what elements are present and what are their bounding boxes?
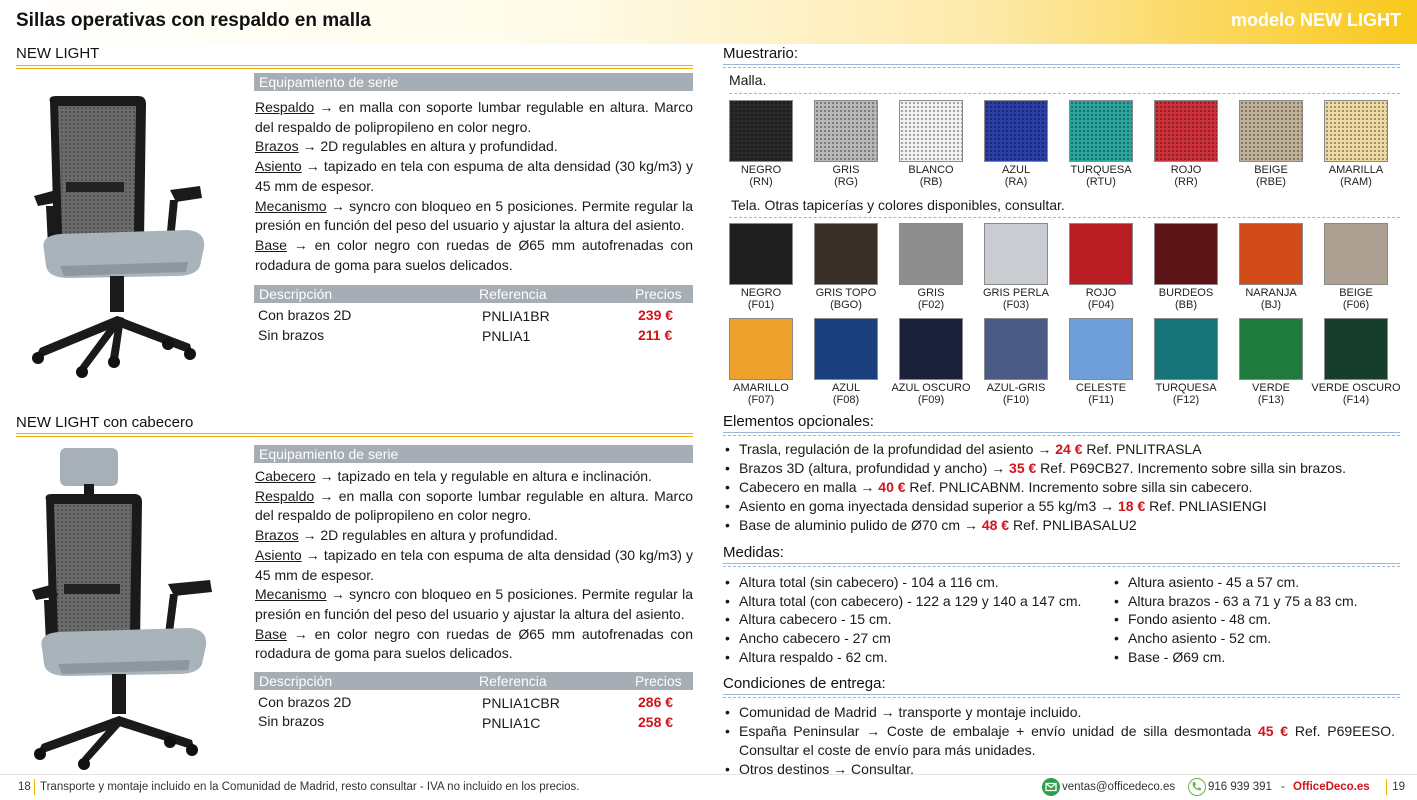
list-item: • Altura total (con cabecero) - 122 a 129 y 140 a 147 cm. — [723, 592, 1113, 611]
divider — [729, 92, 1400, 94]
page-footer — [0, 774, 1417, 800]
medidas-left — [723, 573, 1113, 667]
opcionales-title: Elementos opcionales: — [723, 413, 874, 430]
equip-title-bar: Equipamiento de serie — [254, 445, 693, 463]
swatch-verde — [1239, 318, 1303, 380]
list-item: • Altura total (sin cabecero) - 104 a 116 cm. — [723, 573, 1113, 592]
swatch-name: BEIGE — [1339, 287, 1373, 299]
row-desc: Con brazos 2D — [258, 694, 352, 710]
swatch-code: (BJ) — [1260, 299, 1282, 311]
col-header-price: Precios — [635, 673, 682, 689]
swatch-code: (F10) — [1002, 394, 1030, 406]
swatch-code: (RBE) — [1256, 176, 1286, 188]
swatch-caption — [1226, 382, 1316, 406]
list-item: • Altura brazos - 63 a 71 y 75 a 83 cm. — [1112, 592, 1402, 611]
row-price: 211 € — [638, 327, 673, 343]
feature-term: Respaldo — [255, 487, 315, 504]
feature-text: → en malla con soporte lumbar regulable en altura. Marco del respaldo de polipropileno en color negro. — [255, 487, 693, 524]
swatch-beige — [1324, 223, 1388, 285]
swatch-name: GRIS — [917, 287, 945, 299]
swatch-name: BURDEOS — [1158, 287, 1214, 299]
swatch-caption — [716, 164, 806, 188]
swatch-name: GRIS PERLA — [982, 287, 1050, 299]
swatch-caption — [801, 382, 891, 406]
row-ref: PNLIA1C — [482, 715, 541, 731]
swatch-celeste — [1069, 318, 1133, 380]
product2-features — [255, 467, 693, 664]
product1-title: NEW LIGHT — [16, 45, 100, 62]
footer-phone[interactable]: 916 939 391 — [1208, 781, 1272, 793]
swatch-code: (RG) — [834, 176, 858, 188]
swatch-caption — [1226, 164, 1316, 188]
feature-term: Brazos — [255, 138, 299, 155]
swatch-name: TURQUESA — [1070, 164, 1132, 176]
feature-text: → tapizado en tela y regulable en altura e inclinación. — [315, 468, 652, 484]
list-item: • Base - Ø69 cm. — [1112, 648, 1402, 667]
swatch-naranja — [1239, 223, 1303, 285]
row-price: 286 € — [638, 694, 674, 710]
swatch-gris-topo — [814, 223, 878, 285]
price-table-header — [254, 672, 693, 690]
footer-separator — [1386, 779, 1387, 795]
opcionales-list — [723, 440, 1403, 535]
swatch-name: NEGRO — [740, 287, 782, 299]
model-title: modelo NEW LIGHT — [1231, 10, 1401, 30]
swatch-name: CELESTE — [1075, 382, 1127, 394]
swatch-amarilla — [1324, 100, 1388, 162]
tela-label: Tela. Otras tapicerías y colores disponibles, consultar. — [731, 197, 1065, 213]
swatch-name: AZUL-GRIS — [986, 382, 1046, 394]
swatch-code: (F12) — [1172, 394, 1200, 406]
entrega-title: Condiciones de entrega: — [723, 675, 886, 692]
swatch-caption — [716, 287, 806, 311]
swatch-name: AMARILLO — [733, 382, 789, 394]
swatch-caption — [886, 382, 976, 406]
swatch-code: (RR) — [1174, 176, 1198, 188]
item-ref: Ref. P69CB27. Incremento sobre silla sin brazos. — [1036, 460, 1346, 476]
swatch-caption — [1226, 287, 1316, 311]
product1-features — [255, 98, 693, 275]
row-ref: PNLIA1CBR — [482, 695, 560, 711]
feature-text: → tapizado en tela con espuma de alta densidad (30 kg/m3) y 45 mm de espesor. — [255, 158, 693, 194]
swatch-caption — [886, 287, 976, 311]
item-price: 35 € — [1009, 460, 1037, 476]
muestrario-title: Muestrario: — [723, 45, 799, 62]
medidas-title: Medidas: — [723, 544, 784, 561]
divider — [723, 432, 1400, 436]
swatch-burdeos — [1154, 223, 1218, 285]
list-item: • Ancho cabecero - 27 cm — [723, 629, 1113, 648]
swatch-caption — [1141, 382, 1231, 406]
row-price: 258 € — [638, 714, 674, 730]
swatch-beige — [1239, 100, 1303, 162]
row-desc: Con brazos 2D — [258, 307, 352, 323]
swatch-name: AZUL — [831, 382, 861, 394]
swatch-code: (F08) — [832, 394, 860, 406]
list-item — [723, 459, 1403, 478]
swatch-code: (F01) — [747, 299, 775, 311]
swatch-name: VERDE — [1252, 382, 1290, 394]
divider — [723, 64, 1400, 68]
list-item: • Ancho asiento - 52 cm. — [1112, 629, 1402, 648]
swatch-azul — [814, 318, 878, 380]
swatch-name: BEIGE — [1254, 164, 1288, 176]
swatch-name: NARANJA — [1245, 287, 1297, 299]
swatch-caption — [971, 164, 1061, 188]
col-header-ref: Referencia — [479, 286, 547, 302]
swatch-name: ROJO — [1085, 287, 1117, 299]
swatch-caption — [1056, 287, 1146, 311]
swatch-code: (RA) — [1004, 176, 1028, 188]
list-item: • Comunidad de Madrid → transporte y montaje incluido. — [723, 703, 1395, 722]
medidas-right — [1112, 573, 1402, 667]
swatch-code: (F11) — [1088, 394, 1114, 406]
item-price: 45 € — [1257, 723, 1289, 739]
col-header-ref: Referencia — [479, 673, 547, 689]
feature-term: Mecanismo — [255, 197, 327, 214]
chair-image-new-light-cabecero — [20, 444, 220, 770]
swatch-negro — [729, 223, 793, 285]
item-text: España Peninsular → Coste de embalaje + envío unidad de silla desmontada — [739, 723, 1258, 739]
swatch-negro — [729, 100, 793, 162]
swatch-amarillo — [729, 318, 793, 380]
footer-note: Transporte y montaje incluido en la Comunidad de Madrid, resto consultar - IVA no incluido en los precios. — [40, 781, 580, 793]
feature-text: → tapizado en tela con espuma de alta densidad (30 kg/m3) y 45 mm de espesor. — [255, 546, 693, 583]
page-number-left: 18 — [18, 781, 31, 793]
col-header-desc: Descripción — [259, 673, 333, 689]
product2-title: NEW LIGHT con cabecero — [16, 414, 194, 431]
list-item — [723, 497, 1403, 516]
item-ref: Ref. P69EESO. Consultar el coste de envío para más unidades. — [739, 723, 1395, 758]
list-item: • Altura asiento - 45 a 57 cm. — [1112, 573, 1402, 592]
item-ref: Ref. PNLIBASALU2 — [1009, 517, 1137, 533]
swatch-code: (BB) — [1175, 299, 1197, 311]
chair-image-new-light — [20, 90, 220, 382]
swatch-code: (BGO) — [830, 299, 862, 311]
swatch-code: (RN) — [749, 176, 773, 188]
feature-text: → en color negro con ruedas de Ø65 mm autofrenadas con rodadura de goma para suelos delicados. — [255, 236, 693, 273]
swatch-caption — [1141, 287, 1231, 311]
item-ref: Ref. PNLIASIENGI — [1145, 498, 1267, 514]
page-title: Sillas operativas con respaldo en malla — [16, 10, 371, 31]
entrega-list — [723, 703, 1395, 779]
page-header — [0, 0, 1417, 44]
row-desc: Sin brazos — [258, 713, 325, 729]
malla-label: Malla. — [729, 72, 767, 88]
list-item — [723, 722, 1395, 760]
page-number-right: 19 — [1392, 781, 1405, 793]
footer-email[interactable]: ventas@officedeco.es — [1062, 781, 1176, 793]
item-text: Base de aluminio pulido de Ø70 cm → — [739, 517, 982, 533]
swatch-gris — [814, 100, 878, 162]
feature-text: → syncro con bloqueo en 5 posiciones. Permite regular la presión en función del peso del usuario y ajustar la altura del asiento. — [255, 197, 693, 234]
feature-term: Cabecero — [255, 468, 316, 484]
swatch-code: (F03) — [1002, 299, 1030, 311]
swatch-turquesa — [1069, 100, 1133, 162]
list-item — [723, 478, 1403, 497]
swatch-caption — [1141, 164, 1231, 188]
feature-term: Respaldo — [255, 99, 315, 115]
swatch-verde-oscuro — [1324, 318, 1388, 380]
col-header-desc: Descripción — [259, 286, 333, 302]
feature-term: Base — [255, 236, 287, 253]
list-item — [723, 440, 1403, 459]
row-price: 239 € — [638, 307, 674, 323]
swatch-rojo — [1154, 100, 1218, 162]
col-header-price: Precios — [635, 286, 682, 302]
swatch-caption — [1311, 164, 1401, 188]
divider — [16, 433, 693, 437]
feature-term: Asiento — [255, 158, 302, 175]
swatch-caption — [1056, 382, 1146, 406]
swatch-blanco — [899, 100, 963, 162]
phone-icon — [1188, 778, 1206, 796]
list-item: • Fondo asiento - 48 cm. — [1112, 610, 1402, 629]
list-item: • Altura cabecero - 15 cm. — [723, 610, 1113, 629]
swatch-name: AMARILLA — [1328, 164, 1384, 176]
item-text: Trasla, regulación de la profundidad del asiento → — [739, 441, 1056, 457]
swatch-turquesa — [1154, 318, 1218, 380]
swatch-caption — [716, 382, 806, 406]
swatch-code: (F09) — [917, 394, 945, 406]
swatch-caption — [1311, 287, 1401, 311]
divider — [729, 216, 1400, 218]
swatch-code: (F04) — [1087, 299, 1115, 311]
swatch-caption — [971, 382, 1061, 406]
swatch-caption — [1311, 382, 1401, 406]
swatch-name: AZUL OSCURO — [891, 382, 971, 394]
swatch-caption — [886, 164, 976, 188]
feature-term: Base — [255, 625, 287, 642]
email-icon — [1042, 778, 1060, 796]
swatch-name: GRIS — [832, 164, 860, 176]
price-table-header — [254, 285, 693, 303]
item-text: Asiento en goma inyectada densidad superior a 55 kg/m3 → — [739, 498, 1119, 514]
swatch-code: (F13) — [1257, 394, 1285, 406]
swatch-code: (F06) — [1342, 299, 1370, 311]
feature-term: Brazos — [255, 527, 299, 544]
swatch-caption — [1056, 164, 1146, 188]
item-price: 40 € — [878, 479, 906, 495]
item-price: 18 € — [1118, 498, 1146, 514]
feature-text: → syncro con bloqueo en 5 posiciones. Permite regular la presión en función del peso del usuario y ajustar la altura del asiento. — [255, 586, 693, 622]
feature-term: Asiento — [255, 546, 302, 563]
divider — [16, 65, 693, 69]
divider — [723, 694, 1400, 698]
swatch-name: TURQUESA — [1155, 382, 1217, 394]
feature-text: → 2D regulables en altura y profundidad. — [298, 138, 558, 155]
swatch-code: (RAM) — [1340, 176, 1372, 188]
swatch-caption — [801, 164, 891, 188]
item-text: Brazos 3D (altura, profundidad y ancho) → — [739, 460, 1010, 476]
swatch-gris — [899, 223, 963, 285]
swatch-name: AZUL — [1001, 164, 1031, 176]
row-ref: PNLIA1 — [482, 328, 531, 344]
item-ref: Ref. PNLICABNM. Incremento sobre silla sin cabecero. — [905, 479, 1253, 495]
swatch-name: ROJO — [1170, 164, 1202, 176]
swatch-code: (F07) — [747, 394, 775, 406]
divider — [723, 563, 1400, 567]
swatch-name: GRIS TOPO — [815, 287, 877, 299]
swatch-azul-gris — [984, 318, 1048, 380]
swatch-azul-oscuro — [899, 318, 963, 380]
swatch-code: (RTU) — [1086, 176, 1116, 188]
swatch-gris-perla — [984, 223, 1048, 285]
list-item — [723, 516, 1403, 535]
swatch-name: NEGRO — [740, 164, 782, 176]
item-text: Cabecero en malla → — [739, 479, 879, 495]
footer-separator — [34, 779, 35, 795]
footer-dash: - — [1281, 781, 1285, 793]
swatch-azul — [984, 100, 1048, 162]
item-price: 24 € — [1055, 441, 1083, 457]
swatch-code: (RB) — [919, 176, 943, 188]
item-price: 48 € — [981, 517, 1010, 533]
swatch-code: (F02) — [917, 299, 945, 311]
swatch-caption — [801, 287, 891, 311]
swatch-caption — [971, 287, 1061, 311]
feature-text: → en malla con soporte lumbar regulable en altura. Marco del respaldo de polipropileno en color negro. — [255, 99, 693, 135]
swatch-rojo — [1069, 223, 1133, 285]
feature-text: → 2D regulables en altura y profundidad. — [298, 527, 558, 544]
list-item: • Otros destinos → Consultar. — [723, 760, 1395, 779]
equip-title-bar: Equipamiento de serie — [254, 73, 693, 91]
swatch-name: BLANCO — [908, 164, 954, 176]
swatch-name: VERDE OSCURO — [1311, 382, 1401, 394]
list-item: • Altura respaldo - 62 cm. — [723, 648, 1113, 667]
item-ref: Ref. PNLITRASLA — [1082, 441, 1202, 457]
footer-brand[interactable]: OfficeDeco.es — [1293, 781, 1370, 793]
row-desc: Sin brazos — [258, 327, 325, 343]
feature-term: Mecanismo — [255, 586, 327, 603]
swatch-code: (F14) — [1342, 394, 1370, 406]
feature-text: → en color negro con ruedas de Ø65 mm autofrenadas con rodadura de goma para suelos delicados. — [255, 625, 693, 662]
row-ref: PNLIA1BR — [482, 308, 550, 324]
